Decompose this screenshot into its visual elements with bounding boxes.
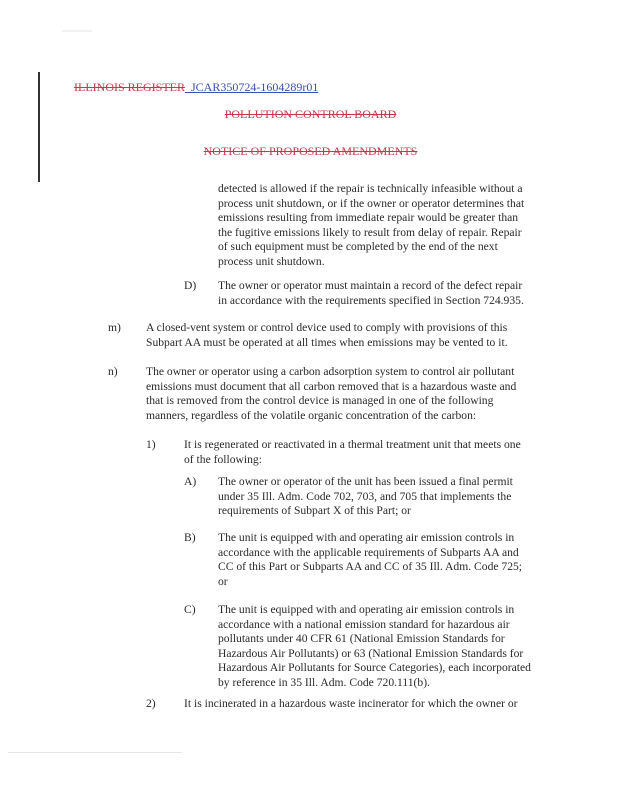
text-line: detected is allowed if the repair is technically infeasible without a bbox=[218, 182, 523, 195]
text-line: The unit is equipped with and operating air emission controls in bbox=[218, 531, 515, 544]
text-line: or bbox=[218, 574, 228, 588]
item-c-text bbox=[218, 603, 531, 691]
item-n-label: n) bbox=[108, 365, 118, 378]
item-2-text bbox=[184, 697, 518, 712]
text-line: Subpart AA must be operated at all times when emissions may be vented to it. bbox=[146, 335, 508, 349]
item-2-label: 2) bbox=[146, 697, 156, 710]
text-line: of such equipment must be completed by the end of the next bbox=[218, 240, 498, 254]
text-line: CC of this Part or Subparts AA and CC of 35 Ill. Adm. Code 725; bbox=[218, 560, 523, 574]
text-line: by reference in 35 Ill. Adm. Code 720.111(b). bbox=[218, 675, 430, 689]
text-line: A closed-vent system or control device used to comply with provisions of this bbox=[146, 321, 508, 334]
item-d-text bbox=[218, 279, 524, 308]
text-line: of the following: bbox=[184, 452, 262, 466]
text-line: Hazardous Air Pollutants) or 63 (National Emission Standards for bbox=[218, 646, 524, 660]
text-line: The owner or operator using a carbon adsorption system to control air pollutant bbox=[146, 365, 515, 378]
text-line: the fugitive emissions likely to result from delay of repair. Repair bbox=[218, 225, 522, 239]
text-line: process unit shutdown. bbox=[218, 254, 325, 268]
item-n-text bbox=[146, 365, 516, 423]
text-line: under 35 Ill. Adm. Code 702, 703, and 705 that implements the bbox=[218, 489, 512, 503]
text-line: in accordance with the requirements specified in Section 724.935. bbox=[218, 293, 524, 307]
notice-header bbox=[0, 144, 621, 159]
text-line: It is regenerated or reactivated in a thermal treatment unit that meets one bbox=[184, 438, 521, 451]
board-struck-text: POLLUTION CONTROL BOARD bbox=[224, 107, 397, 121]
text-line: Hazardous Air Pollutants for Source Categories), each incorporated bbox=[218, 661, 531, 675]
text-line: accordance with the applicable requirements of Subparts AA and bbox=[218, 545, 519, 559]
item-m-label: m) bbox=[108, 321, 121, 334]
text-line: manners, regardless of the volatile organic concentration of the carbon: bbox=[146, 408, 477, 422]
notice-struck-text: NOTICE OF PROPOSED AMENDMENTS bbox=[203, 144, 418, 158]
item-a-label: A) bbox=[184, 475, 197, 488]
text-line: accordance with a national emission standard for hazardous air bbox=[218, 617, 510, 631]
text-line: that is removed from the control device is managed in one of the following bbox=[146, 394, 494, 408]
text-line: The owner or operator of the unit has been issued a final permit bbox=[218, 475, 513, 488]
item-b-text bbox=[218, 531, 522, 589]
item-m-text bbox=[146, 321, 508, 350]
jcar-code: JCAR350724-1604289r01 bbox=[191, 80, 319, 94]
text-line: process unit shutdown, or if the owner or operator determines that bbox=[218, 196, 525, 210]
change-bar bbox=[38, 72, 40, 182]
text-line: The unit is equipped with and operating air emission controls in bbox=[218, 603, 515, 616]
text-line: The owner or operator must maintain a record of the defect repair bbox=[218, 279, 523, 292]
register-header bbox=[74, 80, 318, 95]
continuation-paragraph bbox=[218, 182, 524, 270]
item-1-label: 1) bbox=[146, 438, 156, 451]
item-c-label: C) bbox=[184, 603, 196, 616]
text-line: pollutants under 40 CFR 61 (National Emission Standards for bbox=[218, 632, 505, 646]
scan-smudge bbox=[62, 30, 92, 32]
text-line: emissions resulting from immediate repair would be greater than bbox=[218, 211, 519, 225]
text-line: It is incinerated in a hazardous waste incinerator for which the owner or bbox=[184, 697, 518, 710]
item-b-label: B) bbox=[184, 531, 196, 544]
item-1-text bbox=[184, 438, 521, 467]
register-inserted-text bbox=[185, 80, 318, 94]
text-line: emissions must document that all carbon removed that is a hazardous waste and bbox=[146, 379, 517, 393]
text-line: requirements of Subpart X of this Part; or bbox=[218, 504, 411, 518]
item-a-text bbox=[218, 475, 513, 519]
board-header bbox=[0, 107, 621, 122]
footer-rule bbox=[8, 752, 182, 753]
register-struck-text: ILLINOIS REGISTER bbox=[74, 80, 185, 94]
item-d-label: D) bbox=[184, 279, 197, 292]
